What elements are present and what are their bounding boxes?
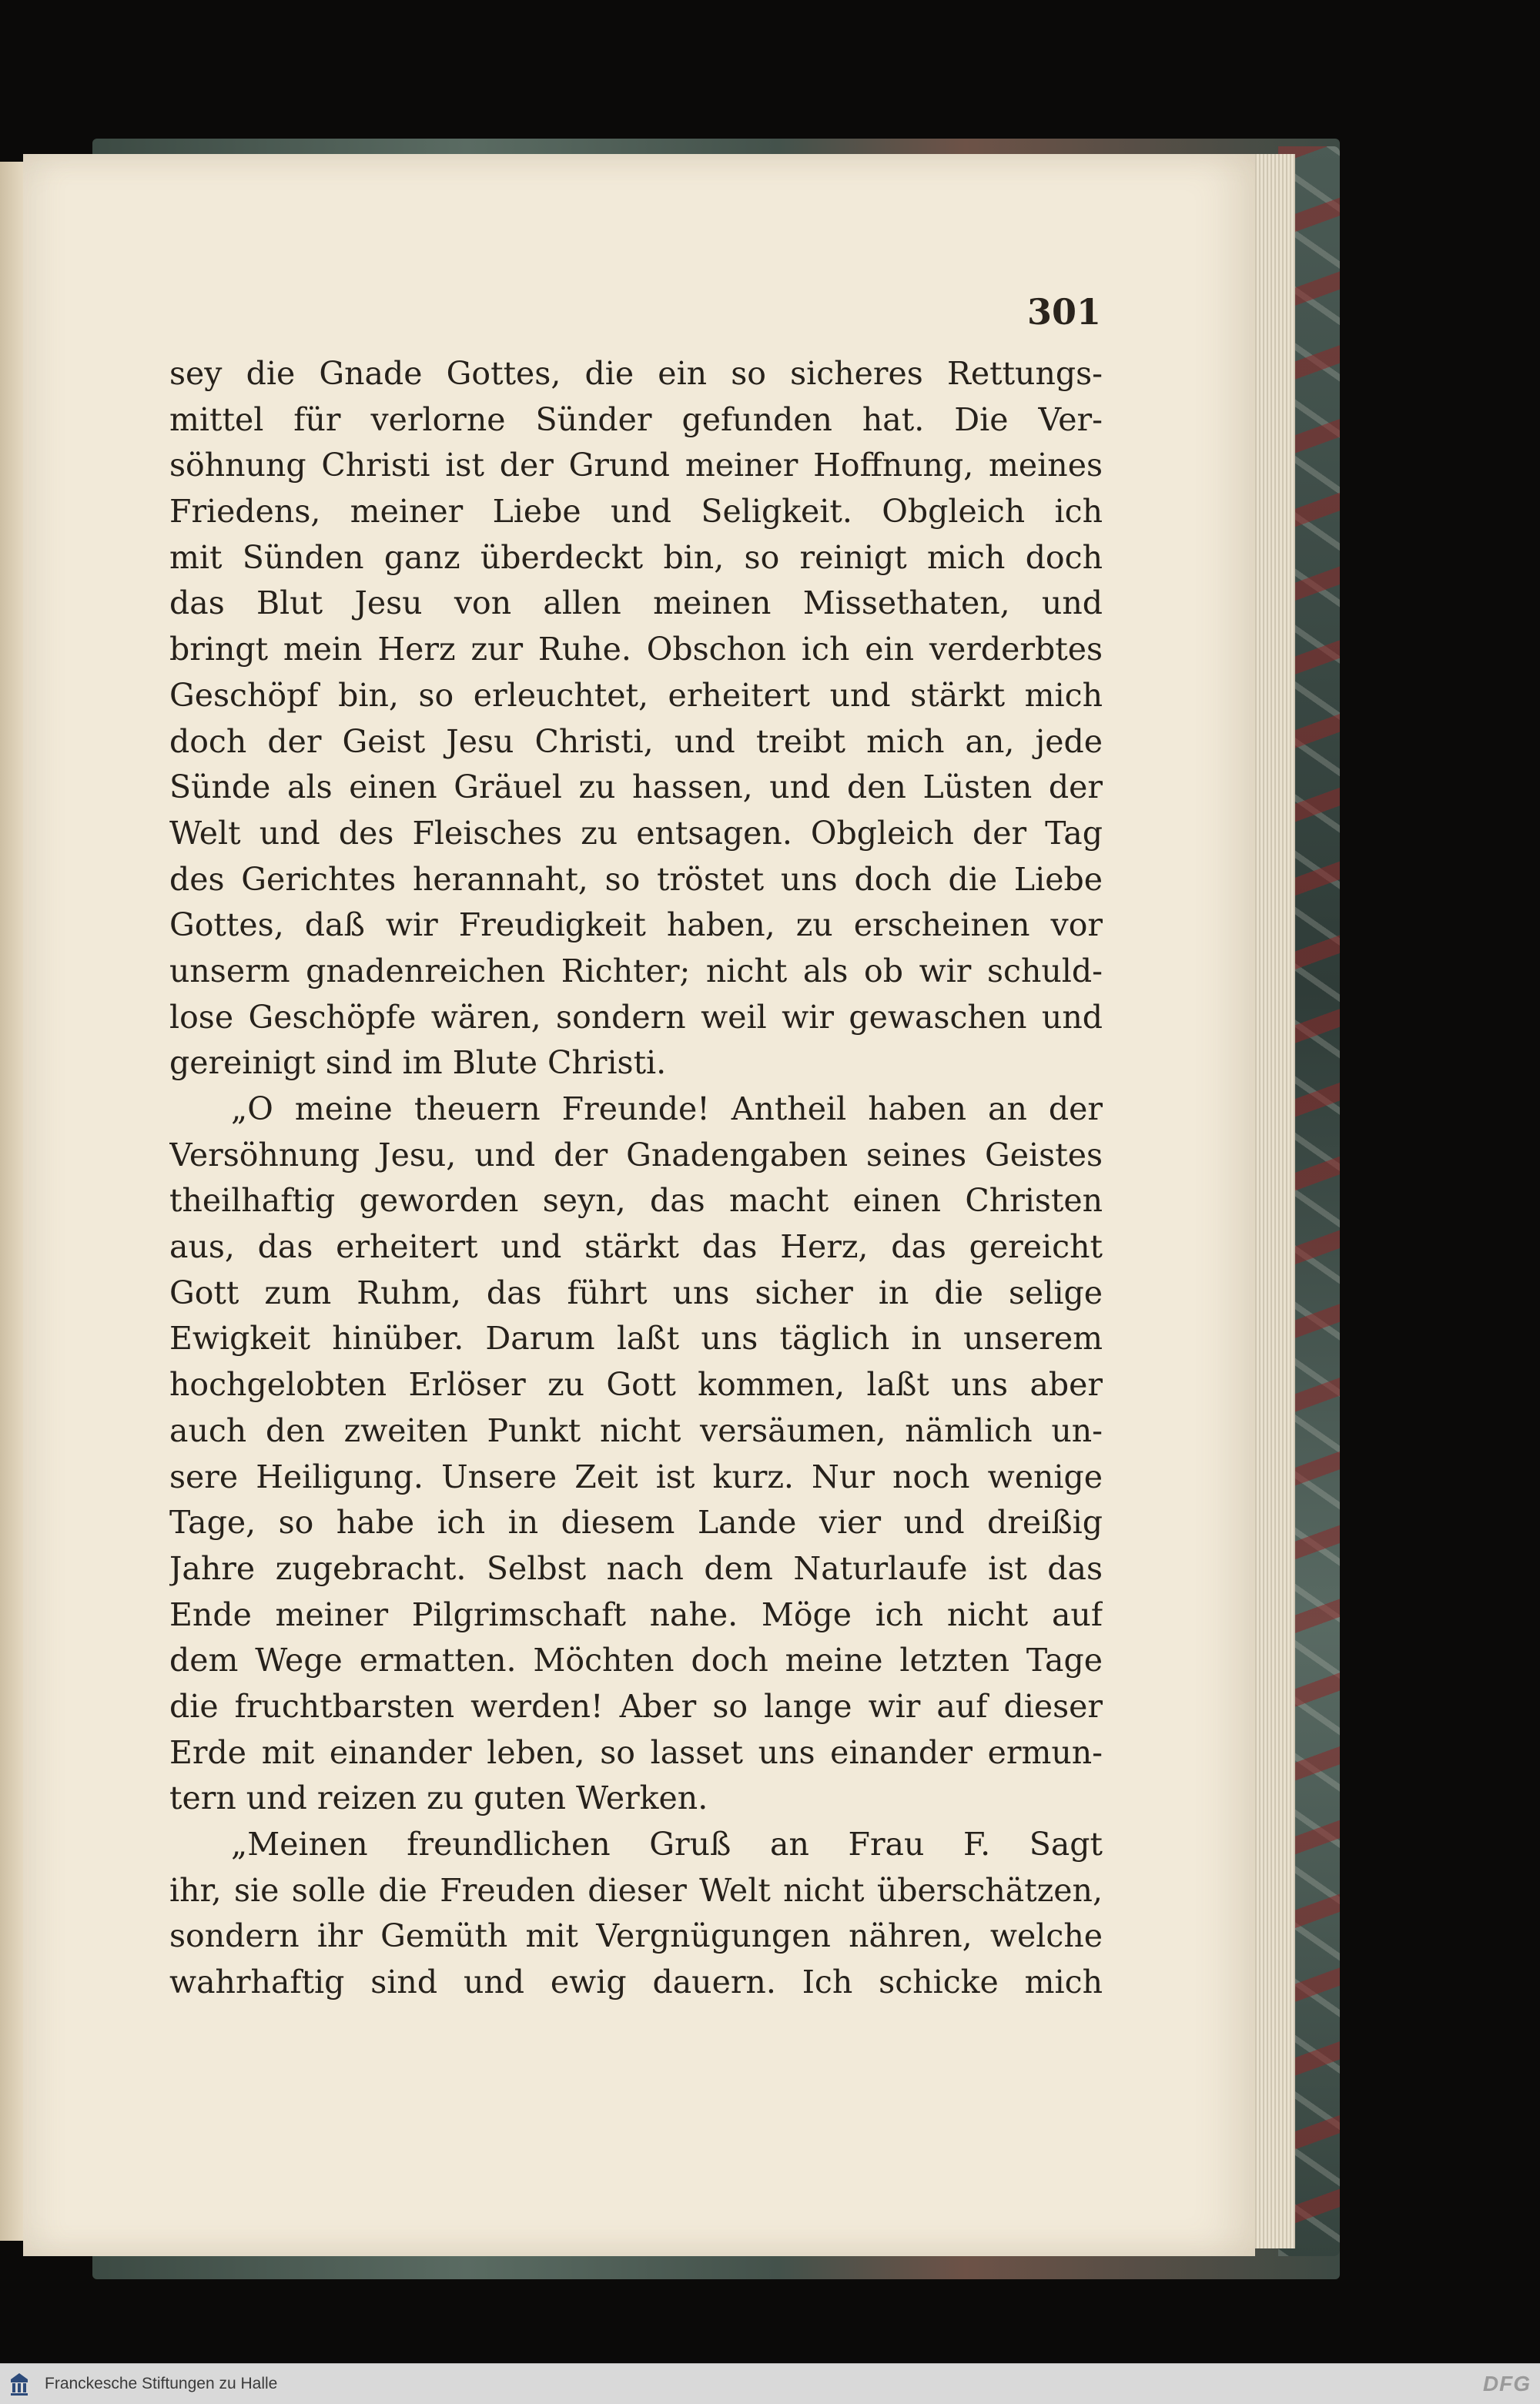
- text-line: Welt und des Fleisches zu entsagen. Obgleich der Tag: [169, 814, 1103, 852]
- text-line: bringt mein Herz zur Ruhe. Obschon ich ein verderbtes: [169, 631, 1103, 668]
- text-line: Ewigkeit hinüber. Darum laßt uns täglich in unserem: [169, 1320, 1103, 1358]
- page-text: [169, 351, 1103, 2006]
- text-line: mit Sünden ganz überdeckt bin, so reinigt mich doch: [169, 538, 1103, 576]
- text-line: theilhaftig geworden seyn, das macht einen Christen: [169, 1182, 1103, 1220]
- text-line: Gottes, daß wir Freudigkeit haben, zu erscheinen vor: [169, 906, 1103, 944]
- institution-name: Franckesche Stiftungen zu Halle: [45, 2375, 278, 2392]
- text-line: doch der Geist Jesu Christi, und treibt mich an, jede: [169, 722, 1103, 760]
- text-line: Geschöpf bin, so erleuchtet, erheitert und stärkt mich: [169, 676, 1103, 714]
- text-line: Ende meiner Pilgrimschaft nahe. Möge ich nicht auf: [169, 1595, 1103, 1633]
- text-line: ihr, sie solle die Freuden dieser Welt nicht überschätzen,: [169, 1871, 1103, 1909]
- page-number: 301: [1026, 291, 1101, 333]
- text-line: auch den zweiten Punkt nicht versäumen, nämlich un-: [169, 1411, 1103, 1449]
- text-line: aus, das erheitert und stärkt das Herz, das gereicht: [169, 1228, 1103, 1266]
- text-line: söhnung Christi ist der Grund meiner Hoffnung, meines: [169, 447, 1103, 484]
- text-line: sey die Gnade Gottes, die ein so sicheres Rettungs-: [169, 355, 1103, 392]
- text-line: Gott zum Ruhm, das führt uns sicher in die selige: [169, 1274, 1103, 1311]
- text-line: tern und reizen zu guten Werken.: [169, 1780, 708, 1817]
- text-line: „Meinen freundlichen Gruß an Frau F. Sagt: [231, 1826, 1103, 1863]
- left-page-edge: [0, 162, 26, 2241]
- text-line: die fruchtbarsten werden! Aber so lange wir auf dieser: [169, 1687, 1103, 1725]
- text-line: Tage, so habe ich in diesem Lande vier und dreißig: [169, 1504, 1103, 1542]
- text-line: Friedens, meiner Liebe und Seligkeit. Obgleich ich: [169, 493, 1103, 531]
- book-page: [23, 154, 1255, 2256]
- text-line: unserm gnadenreichen Richter; nicht als ob wir schuld-: [169, 952, 1103, 989]
- text-line: Erde mit einander leben, so lasset uns einander ermun-: [169, 1733, 1103, 1771]
- text-line: lose Geschöpfe wären, sondern weil wir gewaschen und: [169, 998, 1103, 1036]
- text-line: mittel für verlorne Sünder gefunden hat. Die Ver-: [169, 400, 1103, 438]
- text-line: sere Heiligung. Unsere Zeit ist kurz. Nur noch wenige: [169, 1458, 1103, 1495]
- text-line: gereinigt sind im Blute Christi.: [169, 1044, 667, 1082]
- text-line: des Gerichtes herannaht, so tröstet uns doch die Liebe: [169, 860, 1103, 898]
- institution-logo-icon: [6, 2370, 32, 2398]
- text-line: sondern ihr Gemüth mit Vergnügungen nähren, welche: [169, 1917, 1103, 1955]
- text-line: dem Wege ermatten. Möchten doch meine letzten Tage: [169, 1642, 1103, 1679]
- text-line: Versöhnung Jesu, und der Gnadengaben seines Geistes: [169, 1136, 1103, 1174]
- text-line: Sünde als einen Gräuel zu hassen, und den Lüsten der: [169, 768, 1103, 806]
- dfg-logo: DFG: [1482, 2372, 1531, 2396]
- text-line: das Blut Jesu von allen meinen Missethaten, und: [169, 584, 1103, 622]
- text-line: hochgelobten Erlöser zu Gott kommen, laßt uns aber: [169, 1366, 1103, 1404]
- footer-bar: [0, 2363, 1540, 2404]
- text-line: „O meine theuern Freunde! Antheil haben an der: [231, 1090, 1103, 1127]
- text-line: wahrhaftig sind und ewig dauern. Ich schicke mich: [169, 1964, 1103, 2001]
- text-line: Jahre zugebracht. Selbst nach dem Naturlaufe ist das: [169, 1549, 1103, 1587]
